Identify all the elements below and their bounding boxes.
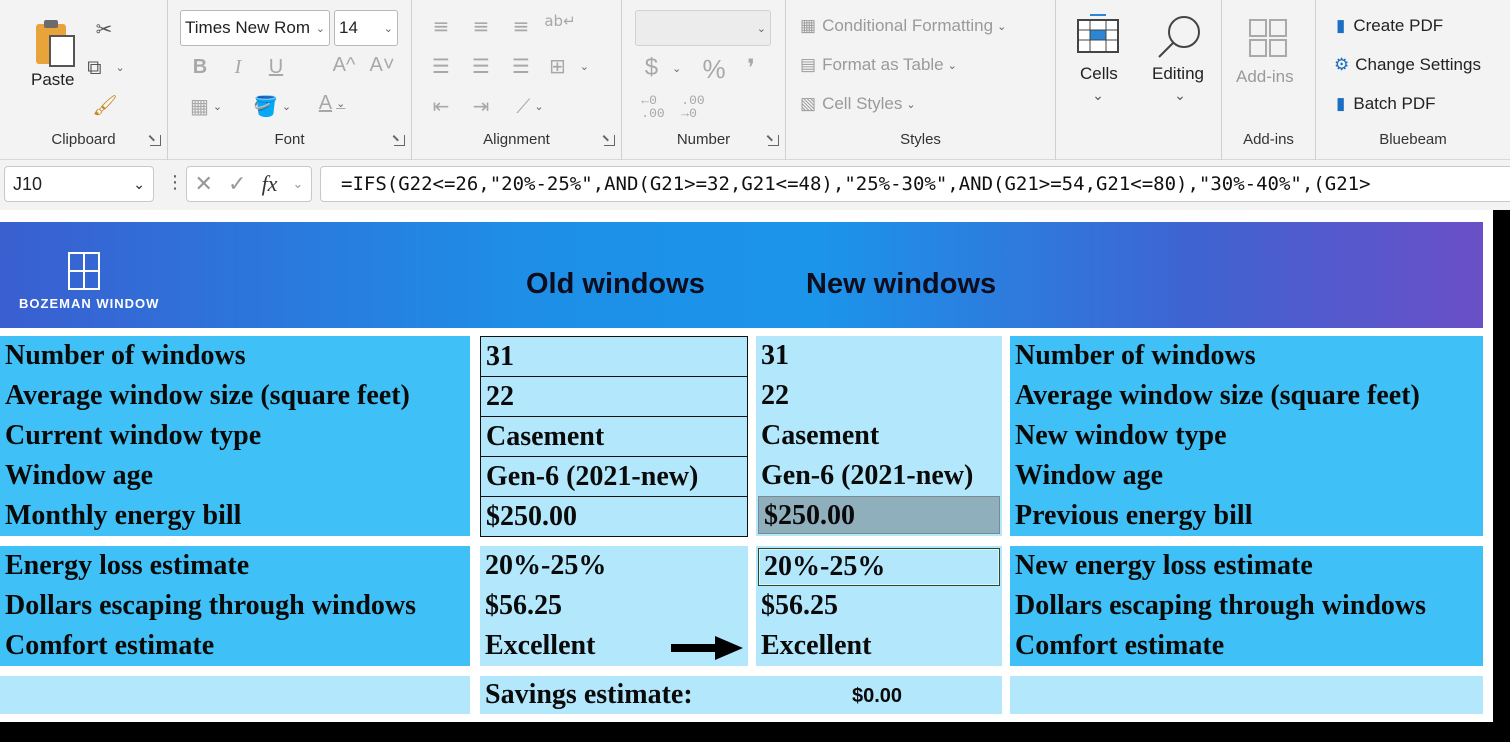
font-color-icon[interactable]: A ⌄	[318, 92, 346, 114]
savings-row	[480, 676, 1002, 714]
label-cell[interactable]: Dollars escaping through windows	[1015, 590, 1427, 621]
shrink-font-icon[interactable]: A˅	[369, 54, 395, 76]
decrease-decimal-icon[interactable]: .00 →0	[681, 93, 705, 121]
label-cell[interactable]: Comfort estimate	[5, 630, 215, 661]
decrease-indent-icon[interactable]: ⇤	[432, 94, 450, 118]
header-banner	[0, 222, 1483, 328]
comma-style-icon[interactable]: ❜	[747, 54, 755, 82]
borders-icon[interactable]: ▦ ⌄	[189, 94, 223, 118]
label-cell[interactable]: Dollars escaping through windows	[5, 590, 417, 621]
input-labels-block	[0, 336, 470, 536]
create-pdf-button[interactable]: ▮ Create PDF	[1336, 16, 1444, 35]
label-cell[interactable]: Monthly energy bill	[5, 500, 242, 531]
cell-styles-icon: ▧	[800, 94, 817, 113]
new-values-block	[756, 336, 1002, 536]
row-divider	[481, 376, 747, 377]
new-window-size-cell[interactable]: 22	[761, 380, 789, 411]
clipboard-label: Clipboard	[51, 131, 116, 148]
old-number-of-windows-cell[interactable]: 31	[486, 341, 514, 372]
bluebeam-group	[1316, 0, 1510, 160]
label-cell[interactable]: Comfort estimate	[1015, 630, 1225, 661]
align-right-icon[interactable]: ☰	[512, 54, 530, 78]
addins-icon[interactable]	[1246, 16, 1290, 60]
ribbon	[0, 0, 1510, 160]
label-cell[interactable]: Previous energy bill	[1015, 500, 1253, 531]
chevron-down-icon: ⌄	[133, 175, 145, 192]
new-labels-block	[1010, 336, 1483, 536]
align-top-icon[interactable]: ≡	[432, 14, 450, 38]
worksheet[interactable]	[0, 210, 1493, 722]
number-launcher-icon[interactable]	[768, 135, 779, 146]
chevron-down-icon[interactable]: ⌄	[292, 176, 304, 192]
label-cell[interactable]: Average window size (square feet)	[5, 380, 410, 411]
gear-icon: ⚙	[1334, 55, 1350, 74]
batch-pdf-button[interactable]: ▮ Batch PDF	[1336, 94, 1436, 113]
alignment-label: Alignment	[483, 131, 550, 148]
label-cell[interactable]: New window type	[1015, 420, 1227, 451]
new-comfort-cell[interactable]: Excellent	[761, 630, 872, 661]
number-label: Number	[676, 131, 731, 148]
format-as-table-button[interactable]: ▤ Format as Table ⌄	[800, 55, 957, 74]
label-cell[interactable]: Window age	[1015, 460, 1164, 491]
chevron-down-icon: ⌄	[756, 22, 766, 35]
wrap-text-icon[interactable]: ab↵	[544, 12, 576, 30]
percent-icon[interactable]: %	[702, 54, 726, 84]
alignment-group	[412, 0, 622, 160]
align-middle-icon[interactable]: ≡	[472, 14, 490, 38]
old-energy-bill-cell[interactable]: $250.00	[486, 501, 577, 532]
chevron-down-icon: ⌄	[1092, 88, 1104, 104]
fill-color-icon[interactable]: 🪣 ⌄	[252, 94, 292, 118]
increase-decimal-icon[interactable]: ←0 .00	[641, 93, 665, 121]
new-dollars-escaping-cell[interactable]: $56.25	[761, 590, 838, 621]
old-dollars-escaping-cell[interactable]: $56.25	[485, 590, 562, 621]
old-window-type-cell[interactable]: Casement	[486, 421, 605, 452]
editing-button[interactable]: Editing	[1152, 64, 1204, 83]
font-label: Font	[274, 131, 305, 148]
currency-icon[interactable]: $ ⌄	[644, 54, 682, 81]
font-group	[168, 0, 412, 160]
old-comfort-cell[interactable]: Excellent	[485, 630, 596, 661]
new-window-age-cell[interactable]: Gen-6 (2021-new)	[761, 460, 974, 491]
chevron-down-icon: ⌄	[383, 22, 393, 35]
conditional-formatting-icon: ▦	[800, 16, 817, 35]
conditional-formatting-button[interactable]: ▦ Conditional Formatting ⌄	[800, 16, 1007, 35]
label-cell[interactable]: Current window type	[5, 420, 262, 451]
new-energy-loss-cell[interactable]: 20%-25%	[758, 548, 1000, 586]
name-box[interactable]: J10 ⌄	[4, 166, 154, 202]
header-old-windows: Old windows	[526, 268, 705, 300]
insert-function-icon[interactable]: fx	[261, 171, 278, 196]
chevron-down-icon: ⌄	[315, 22, 325, 35]
font-launcher-icon[interactable]	[394, 135, 405, 146]
italic-icon[interactable]: I	[234, 56, 242, 78]
underline-icon[interactable]: U	[268, 56, 284, 78]
font-size-select[interactable]: 14 ⌄	[334, 10, 398, 46]
cells-icon	[1076, 12, 1120, 56]
grow-font-icon[interactable]: A^	[332, 54, 356, 76]
cancel-icon[interactable]: ✕	[194, 171, 213, 197]
addins-button[interactable]: Add-ins	[1236, 67, 1294, 86]
old-values-block	[480, 336, 748, 537]
logo-text: BOZEMAN WINDOW	[19, 296, 160, 311]
increase-indent-icon[interactable]: ⇥	[472, 94, 490, 118]
chevron-down-icon: ⌄	[1174, 88, 1186, 104]
number-group	[622, 0, 786, 160]
new-estimate-labels-block	[1010, 546, 1483, 666]
new-number-of-windows-cell[interactable]: 31	[761, 340, 789, 371]
enter-icon[interactable]: ✓	[228, 171, 247, 197]
clipboard-launcher-icon[interactable]	[150, 135, 161, 146]
savings-value[interactable]: $0.00	[852, 685, 903, 707]
bold-icon[interactable]: B	[192, 56, 208, 78]
styles-label: Styles	[900, 131, 941, 148]
new-estimates-block	[756, 546, 1002, 666]
empty-cell[interactable]	[1010, 676, 1483, 714]
more-icon[interactable]: ⋮	[166, 172, 184, 193]
old-energy-loss-cell[interactable]: 20%-25%	[485, 550, 607, 581]
batch-icon: ▮	[1336, 94, 1346, 113]
formula-input[interactable]: =IFS(G22<=26,"20%-25%",AND(G21>=32,G21<=48),"25%-30%",AND(G21>=54,G21<=80),"30%-40%",(G21>	[320, 166, 1510, 202]
label-cell[interactable]: New energy loss estimate	[1015, 550, 1313, 581]
formula-bar	[0, 160, 1510, 210]
align-left-icon[interactable]: ☰	[432, 54, 450, 78]
label-cell[interactable]: Window age	[5, 460, 154, 491]
savings-label[interactable]: Savings estimate:	[485, 679, 693, 710]
estimate-labels-block	[0, 546, 470, 666]
copy-icon[interactable]: ⧉ ⌄	[87, 55, 125, 79]
styles-group	[786, 0, 1056, 160]
alignment-launcher-icon[interactable]	[604, 135, 615, 146]
paste-button[interactable]: Paste	[31, 70, 75, 89]
cells-button[interactable]: Cells	[1080, 64, 1118, 83]
search-icon	[1154, 12, 1204, 62]
cells-group[interactable]	[1060, 0, 1138, 160]
editing-group[interactable]	[1138, 0, 1222, 160]
formula-controls	[186, 166, 312, 202]
merge-center-icon[interactable]: ⊞ ⌄	[549, 54, 589, 78]
addins-label: Add-ins	[1243, 131, 1294, 148]
arrow-right-icon	[671, 636, 743, 664]
number-format-select[interactable]	[635, 10, 771, 46]
old-window-size-cell[interactable]: 22	[486, 381, 514, 412]
format-painter-icon[interactable]: 🖌	[92, 93, 118, 117]
previous-energy-bill-cell[interactable]: $250.00	[758, 496, 1000, 534]
new-window-type-cell[interactable]: Casement	[761, 420, 880, 451]
label-cell[interactable]: Number of windows	[5, 340, 246, 371]
align-center-icon[interactable]: ☰	[472, 54, 490, 78]
cut-icon[interactable]: ✂	[95, 17, 113, 41]
orientation-icon[interactable]: ⟋ ⌄	[516, 94, 544, 118]
label-cell[interactable]: Average window size (square feet)	[1015, 380, 1420, 411]
clipboard-group	[0, 0, 168, 160]
bluebeam-label: Bluebeam	[1379, 131, 1447, 148]
pdf-icon: ▮	[1336, 16, 1346, 35]
paste-icon[interactable]	[34, 18, 78, 68]
old-window-age-cell[interactable]: Gen-6 (2021-new)	[486, 461, 699, 492]
change-settings-button[interactable]: ⚙ Change Settings	[1334, 55, 1481, 74]
label-cell[interactable]: Number of windows	[1015, 340, 1256, 371]
align-bottom-icon[interactable]: ≡	[512, 14, 530, 38]
window-logo-icon	[68, 252, 100, 290]
font-name-select[interactable]: Times New Rom ⌄	[180, 10, 330, 46]
addins-group	[1222, 0, 1316, 160]
header-new-windows: New windows	[806, 268, 997, 300]
label-cell[interactable]: Energy loss estimate	[5, 550, 250, 581]
cell-styles-button[interactable]: ▧ Cell Styles ⌄	[800, 94, 916, 113]
format-table-icon: ▤	[800, 55, 817, 74]
empty-cell[interactable]	[0, 676, 470, 714]
